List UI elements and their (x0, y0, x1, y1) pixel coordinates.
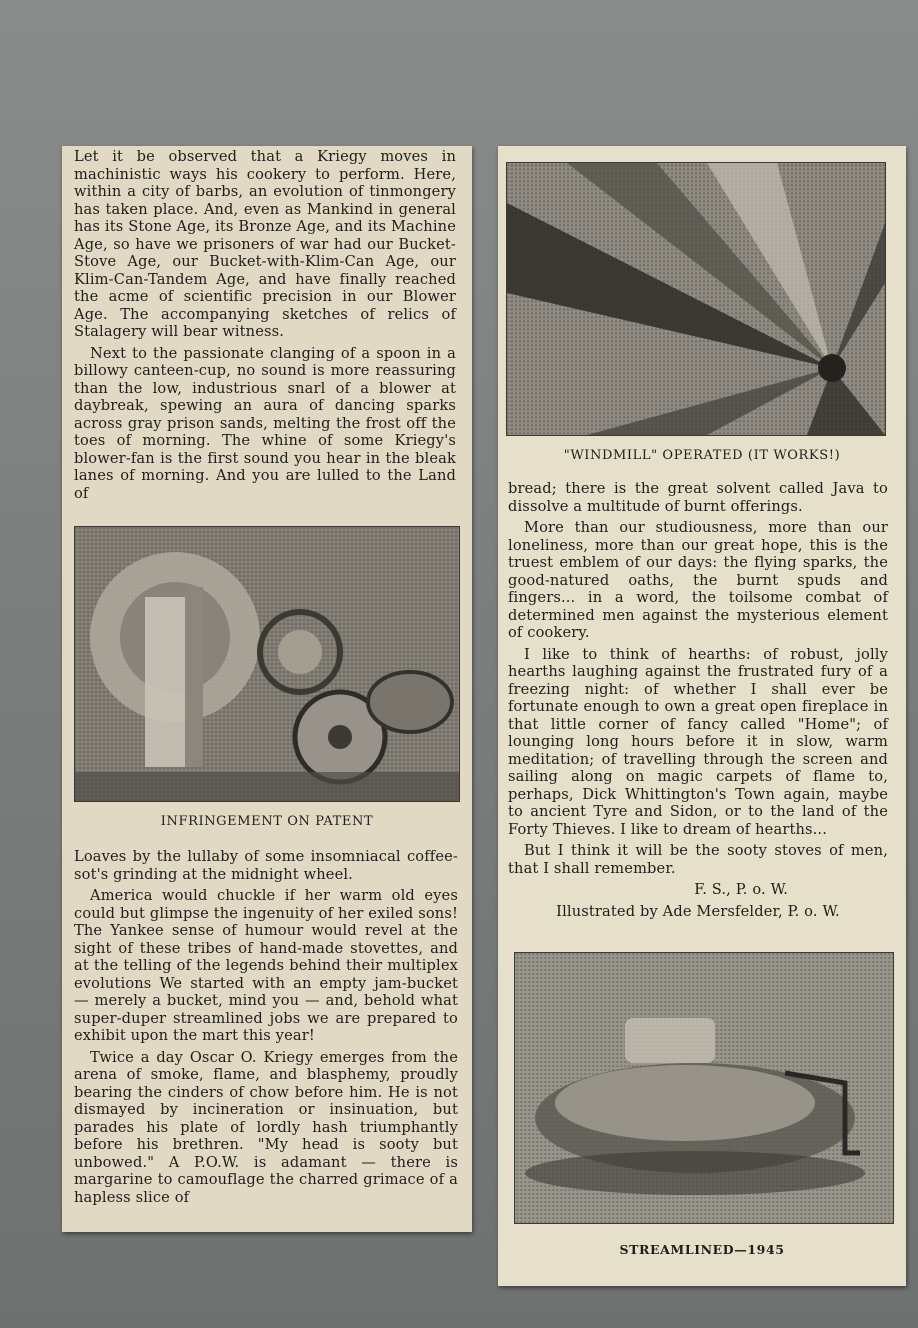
caption-infringement: INFRINGEMENT ON PATENT (160, 814, 374, 829)
sketch-illustration (75, 527, 459, 801)
sketch-infringement-on-patent (74, 526, 460, 802)
sketch-windmill (506, 162, 886, 436)
paragraph: But I think it will be the sooty stoves of men, that I shall remember. (508, 842, 888, 877)
sketch-illustration (515, 953, 893, 1223)
article-text-top (74, 148, 456, 502)
paragraph: Let it be observed that a Kriegy moves in machinistic ways his cookery to perform. Here, within a city of barbs, an evolution of tinmongery has taken place. And, even as Mankind in general has its Stone Age, its Bronze Age, and its Machine Age, so have we prisoners of war had our Bucket-Stove Age, our Bucket-with-Klim-Can Age, our Klim-Can-Tandem Age, and have finally reached the acme of scientific precision in our Blower Age. The accompanying sketches of relics of Stalagery will bear witness. (74, 148, 456, 340)
paragraph: bread; there is the great solvent called Java to dissolve a multitude of burnt offerings. (508, 480, 888, 515)
paragraph: America would chuckle if her warm old eyes could but glimpse the ingenuity of her exiled sons! The Yankee sense of humour would revel at the sight of these tribes of hand-made stovettes, and at the telling of the legends behind their multiplex evolutions We started with an empty jam-bucket — merely a bucket, mind you — and, behold what super-duper streamlined jobs we are prepared to exhibit upon the mart this year! (74, 887, 458, 1044)
paragraph: More than our studiousness, more than our loneliness, more than our great hope, this is the truest emblem of our days: the flying sparks, the good-natured oaths, the burnt spuds and fingers... in a word, the toilsome combat of determined men against the mysterious element of cookery. (508, 519, 888, 641)
illustrator-credit: Illustrated by Ade Mersfelder, P. o. W. (556, 902, 840, 920)
paragraph: I like to think of hearths: of robust, jolly hearths laughing against the frustrated fury of a freezing night: of whether I shall ever be fortunate enough to own a great open fireplace in that little corner of fancy called "Home"; of lounging long hours before it in slow, warm meditation; of travelling through the screen and sailing along on magic carpets of flame to, perhaps, Dick Whittington's Town again, maybe to ancient Tyre and Sidon, or to the land of the Forty Thieves. I like to dream of hearths... (508, 645, 888, 838)
article-text-bottom (74, 848, 458, 1206)
left-clipping (62, 146, 472, 1232)
author-signature: F. S., P. o. W. (694, 881, 788, 898)
sketch-illustration (507, 163, 885, 435)
sketch-streamlined (514, 952, 894, 1224)
caption-windmill: "WINDMILL" OPERATED (IT WORKS!) (563, 448, 841, 463)
article-text-right (508, 480, 888, 920)
paragraph: Twice a day Oscar O. Kriegy emerges from the arena of smoke, flame, and blasphemy, proudly bearing the cinders of chow before him. He is not dismayed by incineration or insinuation, but parades his plate of lordly hash triumphantly before his brethren. "My head is sooty but unbowed." A P.O.W. is adamant — there is margarine to camouflage the charred grimace of a hapless slice of (74, 1048, 458, 1206)
paragraph: Next to the passionate clanging of a spoon in a billowy canteen-cup, no sound is more reassuring than the low, industrious snarl of a blower at daybreak, spewing an aura of dancing sparks across gray prison sands, melting the frost off the toes of morning. The whine of some Kriegy's blower-fan is the first sound you hear in the bleak lanes of morning. And you are lulled to the Land of (74, 344, 456, 502)
right-clipping (498, 146, 906, 1286)
caption-streamlined: STREAMLINED—1945 (619, 1242, 785, 1257)
paragraph: Loaves by the lullaby of some insomniacal coffee-sot's grinding at the midnight wheel. (74, 848, 458, 883)
